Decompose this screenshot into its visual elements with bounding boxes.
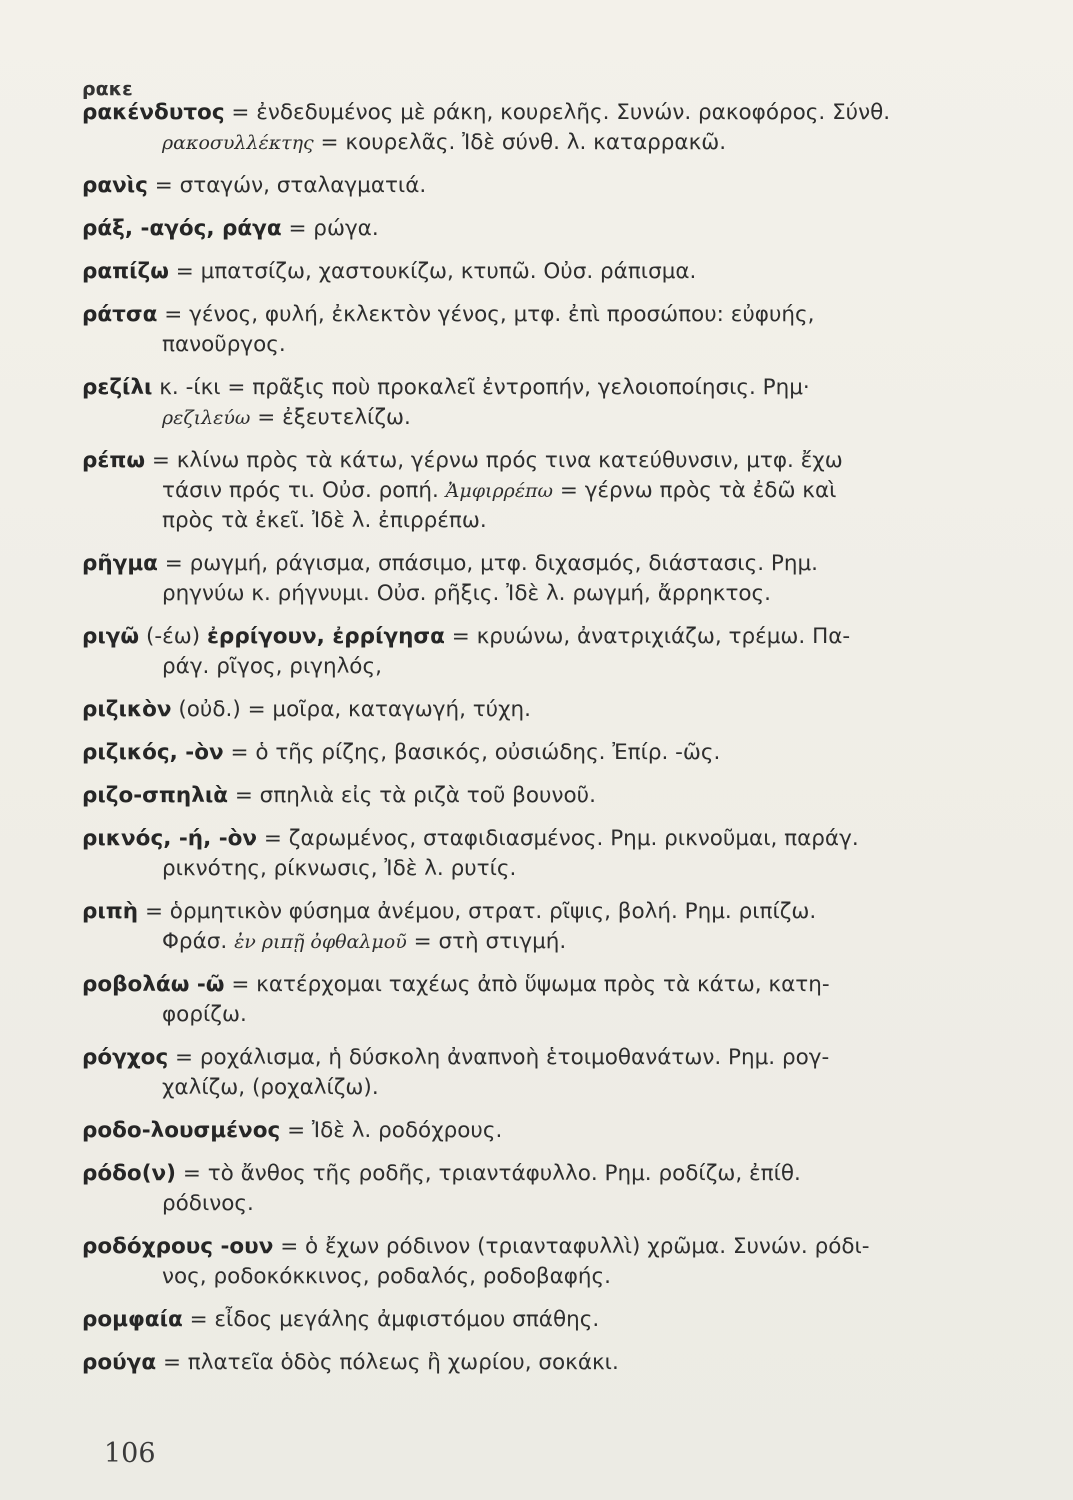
definition-cont: φορίζω.	[162, 1002, 247, 1027]
headword: ροδόχρους -ουν	[82, 1234, 274, 1259]
definition-cont: ρικνότης, ρίκνωσις, Ἰδὲ λ. ρυτίς.	[162, 856, 517, 881]
definition: = ἐνδεδυμένος μὲ ράκη, κουρελῆς. Συνών. ρακοφόρος. Σύνθ.	[231, 100, 891, 125]
entry-romfaia	[82, 1305, 1042, 1335]
italic-term: Ἀμφιρρέπω	[445, 480, 553, 502]
headword: ροβολάω -ῶ	[82, 972, 225, 997]
definition-cont: χαλίζω, (ροχαλίζω).	[162, 1075, 379, 1100]
headword: ρικνός, -ή, -ὸν	[82, 826, 258, 851]
entry-repo	[82, 446, 1042, 536]
headword: ροδο-λουσμένος	[82, 1118, 281, 1143]
definition-cont: ράγ. ρῖγος, ριγηλός,	[162, 654, 382, 679]
definition: (οὐδ.) = μοῖρα, καταγωγή, τύχη.	[178, 697, 531, 722]
headword: ριγῶ	[82, 624, 140, 649]
headword: ρόγχος	[82, 1045, 169, 1070]
headword: ριζο-σπηλιὰ	[82, 783, 228, 808]
definition: = ὁ ἔχων ρόδινον (τριανταφυλλὶ) χρῶμα. Συνών. ρόδι-	[280, 1234, 870, 1259]
definition: = κατέρχομαι ταχέως ἀπὸ ὕψωμα πρὸς τὰ κάτω, κατη-	[231, 972, 830, 997]
definition-cont: πανοῦργος.	[162, 332, 286, 357]
entry-rezili	[82, 373, 1042, 433]
entry-rizikon	[82, 695, 1042, 725]
entry-list	[82, 98, 1042, 1391]
headword: ράτσα	[82, 302, 158, 327]
entry-ranis	[82, 171, 1042, 201]
definition-cont: = ἐξευτελίζω.	[257, 405, 411, 430]
page-number: 106	[104, 1438, 156, 1469]
headword: ρόδο(ν)	[82, 1161, 176, 1186]
definition-cont: = κουρελᾶς. Ἰδὲ σύνθ. λ. καταρρακῶ.	[320, 130, 727, 155]
entry-rakendytos	[82, 98, 1042, 158]
italic-term: ρακοσυλλέκτης	[162, 132, 314, 154]
variant: (-έω)	[145, 624, 201, 649]
headword: ρούγα	[82, 1350, 157, 1375]
definition: = ρώγα.	[288, 216, 379, 241]
entry-rovolao	[82, 970, 1042, 1030]
definition-cont: νος, ροδοκόκκινος, ροδαλός, ροδοβαφής.	[162, 1264, 612, 1289]
entry-rax	[82, 214, 1042, 244]
definition: = ρωγμή, ράγισμα, σπάσιμο, μτφ. διχασμός, διάστασις. Ρημ.	[164, 551, 818, 576]
entry-rapizo	[82, 257, 1042, 287]
headword: ρεζίλι	[82, 375, 153, 400]
headword: ριζικὸν	[82, 697, 172, 722]
definition: = κρυώνω, ἀνατριχιάζω, τρέμω. Πα-	[451, 624, 851, 649]
entry-rogchos	[82, 1043, 1042, 1103]
definition: = ὁ τῆς ρίζης, βασικός, οὐσιώδης. Ἐπίρ. -ῶς.	[230, 740, 721, 765]
italic-term: ἐν ριπῇ ὀφθαλμοῦ	[234, 931, 407, 953]
headword: ράξ, -αγός, ράγα	[82, 216, 282, 241]
entry-ratsa	[82, 300, 1042, 360]
definition-cont: = γέρνω πρὸς τὰ ἐδῶ καὶ	[559, 478, 837, 503]
definition-cont: = στὴ στιγμή.	[413, 929, 567, 954]
definition: = ροχάλισμα, ἡ δύσκολη ἀναπνοὴ ἑτοιμοθανάτων. Ρημ. ρογ-	[175, 1045, 830, 1070]
headword: ρομφαία	[82, 1307, 183, 1332]
definition: = σπηλιὰ εἰς τὰ ριζὰ τοῦ βουνοῦ.	[234, 783, 596, 808]
definition: = ὁρμητικὸν φύσημα ἀνέμου, στρατ. ρῖψις, βολή. Ρημ. ριπίζω.	[144, 899, 817, 924]
definition-cont: Φράσ.	[162, 929, 228, 954]
definition: = σταγών, σταλαγματιά.	[154, 173, 427, 198]
entry-riknos	[82, 824, 1042, 884]
headword: ρέπω	[82, 448, 146, 473]
entry-rigma	[82, 549, 1042, 609]
definition-cont: τάσιν πρός τι. Οὐσ. ροπή.	[162, 478, 439, 503]
entry-rizikos	[82, 738, 1042, 768]
entry-rodochrous	[82, 1232, 1042, 1292]
definition: = μπατσίζω, χαστουκίζω, κτυπῶ. Οὐσ. ράπισμα.	[175, 259, 697, 284]
definition-cont: ρηγνύω κ. ρήγνυμι. Οὐσ. ρῆξις. Ἰδὲ λ. ρωγμή, ἄρρηκτος.	[162, 581, 772, 606]
definition: = πλατεῖα ὁδὸς πόλεως ἢ χωρίου, σοκάκι.	[162, 1350, 619, 1375]
running-head: ρακε	[82, 78, 133, 100]
entry-rigo	[82, 622, 1042, 682]
entry-rodolousmenos	[82, 1116, 1042, 1146]
headword: ριπὴ	[82, 899, 139, 924]
headword-forms: ἐρρίγουν, ἐρρίγησα	[206, 624, 445, 649]
definition: κ. -ίκι = πρᾶξις ποὺ προκαλεῖ ἐντροπήν, γελοιοποίησις. Ρημ·	[159, 375, 810, 400]
headword: ρανὶς	[82, 173, 148, 198]
definition-cont: ρόδινος.	[162, 1191, 254, 1216]
definition: = εἶδος μεγάλης ἀμφιστόμου σπάθης.	[189, 1307, 600, 1332]
definition-cont: πρὸς τὰ ἐκεῖ. Ἰδὲ λ. ἐπιρρέπω.	[162, 508, 487, 533]
definition: = ζαρωμένος, σταφιδιασμένος. Ρημ. ρικνοῦμαι, παράγ.	[263, 826, 859, 851]
entry-rouga	[82, 1348, 1042, 1378]
entry-rodon	[82, 1159, 1042, 1219]
headword: ρακένδυτος	[82, 100, 225, 125]
entry-rizospilia	[82, 781, 1042, 811]
definition: = γένος, φυλή, ἐκλεκτὸν γένος, μτφ. ἐπὶ προσώπου: εὐφυής,	[164, 302, 815, 327]
definition: = Ἰδὲ λ. ροδόχρους.	[287, 1118, 503, 1143]
headword: ριζικός, -ὸν	[82, 740, 224, 765]
headword: ραπίζω	[82, 259, 169, 284]
definition: = κλίνω πρὸς τὰ κάτω, γέρνω πρός τινα κατεύθυνσιν, μτφ. ἔχω	[151, 448, 843, 473]
entry-ripi	[82, 897, 1042, 957]
headword: ρῆγμα	[82, 551, 158, 576]
italic-term: ρεζιλεύω	[162, 407, 251, 429]
definition: = τὸ ἄνθος τῆς ροδῆς, τριαντάφυλλο. Ρημ. ροδίζω, ἐπίθ.	[182, 1161, 801, 1186]
